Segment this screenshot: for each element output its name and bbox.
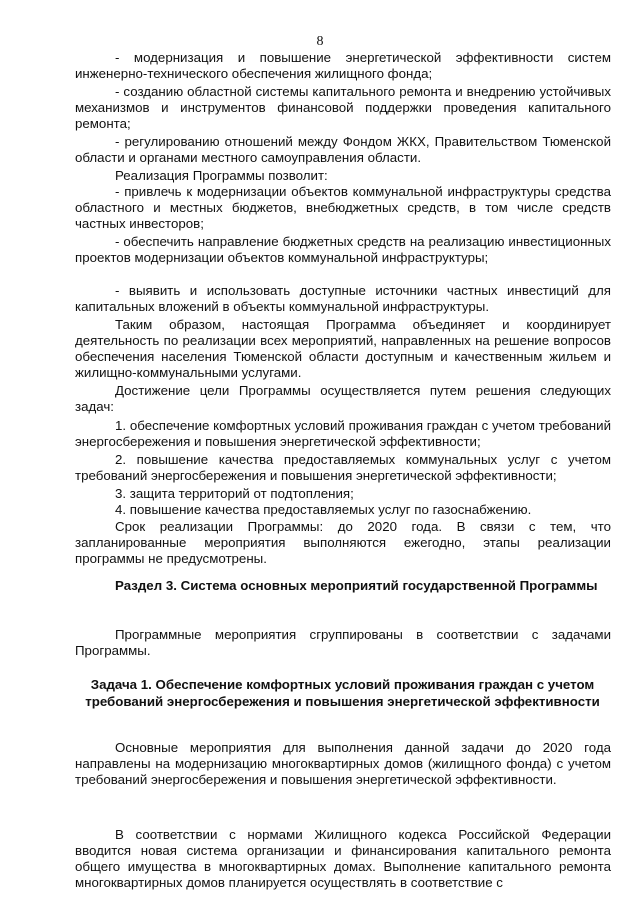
paragraph: - модернизация и повышение энергетической эффективности систем инженерно-технического обеспечения жилищного фонда; <box>75 50 611 81</box>
section-intro: Программные мероприятия сгруппированы в соответствии с задачами Программы. <box>75 627 611 658</box>
paragraph: Реализация Программы позволит: <box>115 168 328 183</box>
task-heading: Задача 1. Обеспечение комфортных условий проживания граждан с учетом требований энергосбережения и повышения энергетической эффективности <box>85 677 600 709</box>
paragraph: Таким образом, настоящая Программа объединяет и координирует деятельность по реализации всех мероприятий, направленных на решение вопросов обеспечения населения Тюменской области доступным и качественным жильем и жилищно-коммунальными услугами. <box>75 317 611 380</box>
paragraph: 2. повышение качества предоставляемых коммунальных услуг с учетом требований энергосбережения и повышения энергетической эффективности; <box>75 452 611 483</box>
paragraph: - выявить и использовать доступные источники частных инвестиций для капитальных вложений в объекты коммунальной инфраструктуры. <box>75 283 611 314</box>
paragraph: 1. обеспечение комфортных условий проживания граждан с учетом требований энергосбережения и повышения энергетической эффективности; <box>75 418 611 449</box>
paragraph: 4. повышение качества предоставляемых услуг по газоснабжению. <box>115 502 532 517</box>
paragraph: В соответствии с нормами Жилищного кодекса Российской Федерации вводится новая система организации и финансирования капитального ремонта общего имущества в многоквартирных домах. Выполнение капитального ремонта многоквартирных домов планируется осуществлять в соответствие с <box>75 827 611 890</box>
paragraph: - регулированию отношений между Фондом ЖКХ, Правительством Тюменской области и органами местного самоуправления области. <box>75 134 611 165</box>
paragraph: - привлечь к модернизации объектов коммунальной инфраструктуры средства областного и местных бюджетов, внебюджетных средств, в том числе средств частных инвесторов; <box>75 184 611 231</box>
paragraph: - обеспечить направление бюджетных средств на реализацию инвестиционных проектов модернизации объектов коммунальной инфраструктуры; <box>75 234 611 265</box>
paragraph: Срок реализации Программы: до 2020 года. В связи с тем, что запланированные мероприятия выполняются ежегодно, этапы реализации программы не предусмотрены. <box>75 519 611 566</box>
paragraph: Достижение цели Программы осуществляется путем решения следующих задач: <box>75 383 611 414</box>
paragraph: - созданию областной системы капитального ремонта и внедрению устойчивых механизмов и инструментов финансовой поддержки проведения капитального ремонта; <box>75 84 611 131</box>
section-heading: Раздел 3. Система основных мероприятий государственной Программы <box>115 578 598 593</box>
paragraph: 3. защита территорий от подтопления; <box>115 486 354 501</box>
paragraph: Основные мероприятия для выполнения данной задачи до 2020 года направлены на модернизацию многоквартирных домов (жилищного фонда) с учетом требований энергосбережения и повышения энергетической эффективности. <box>75 740 611 787</box>
page-number: 8 <box>316 34 324 49</box>
